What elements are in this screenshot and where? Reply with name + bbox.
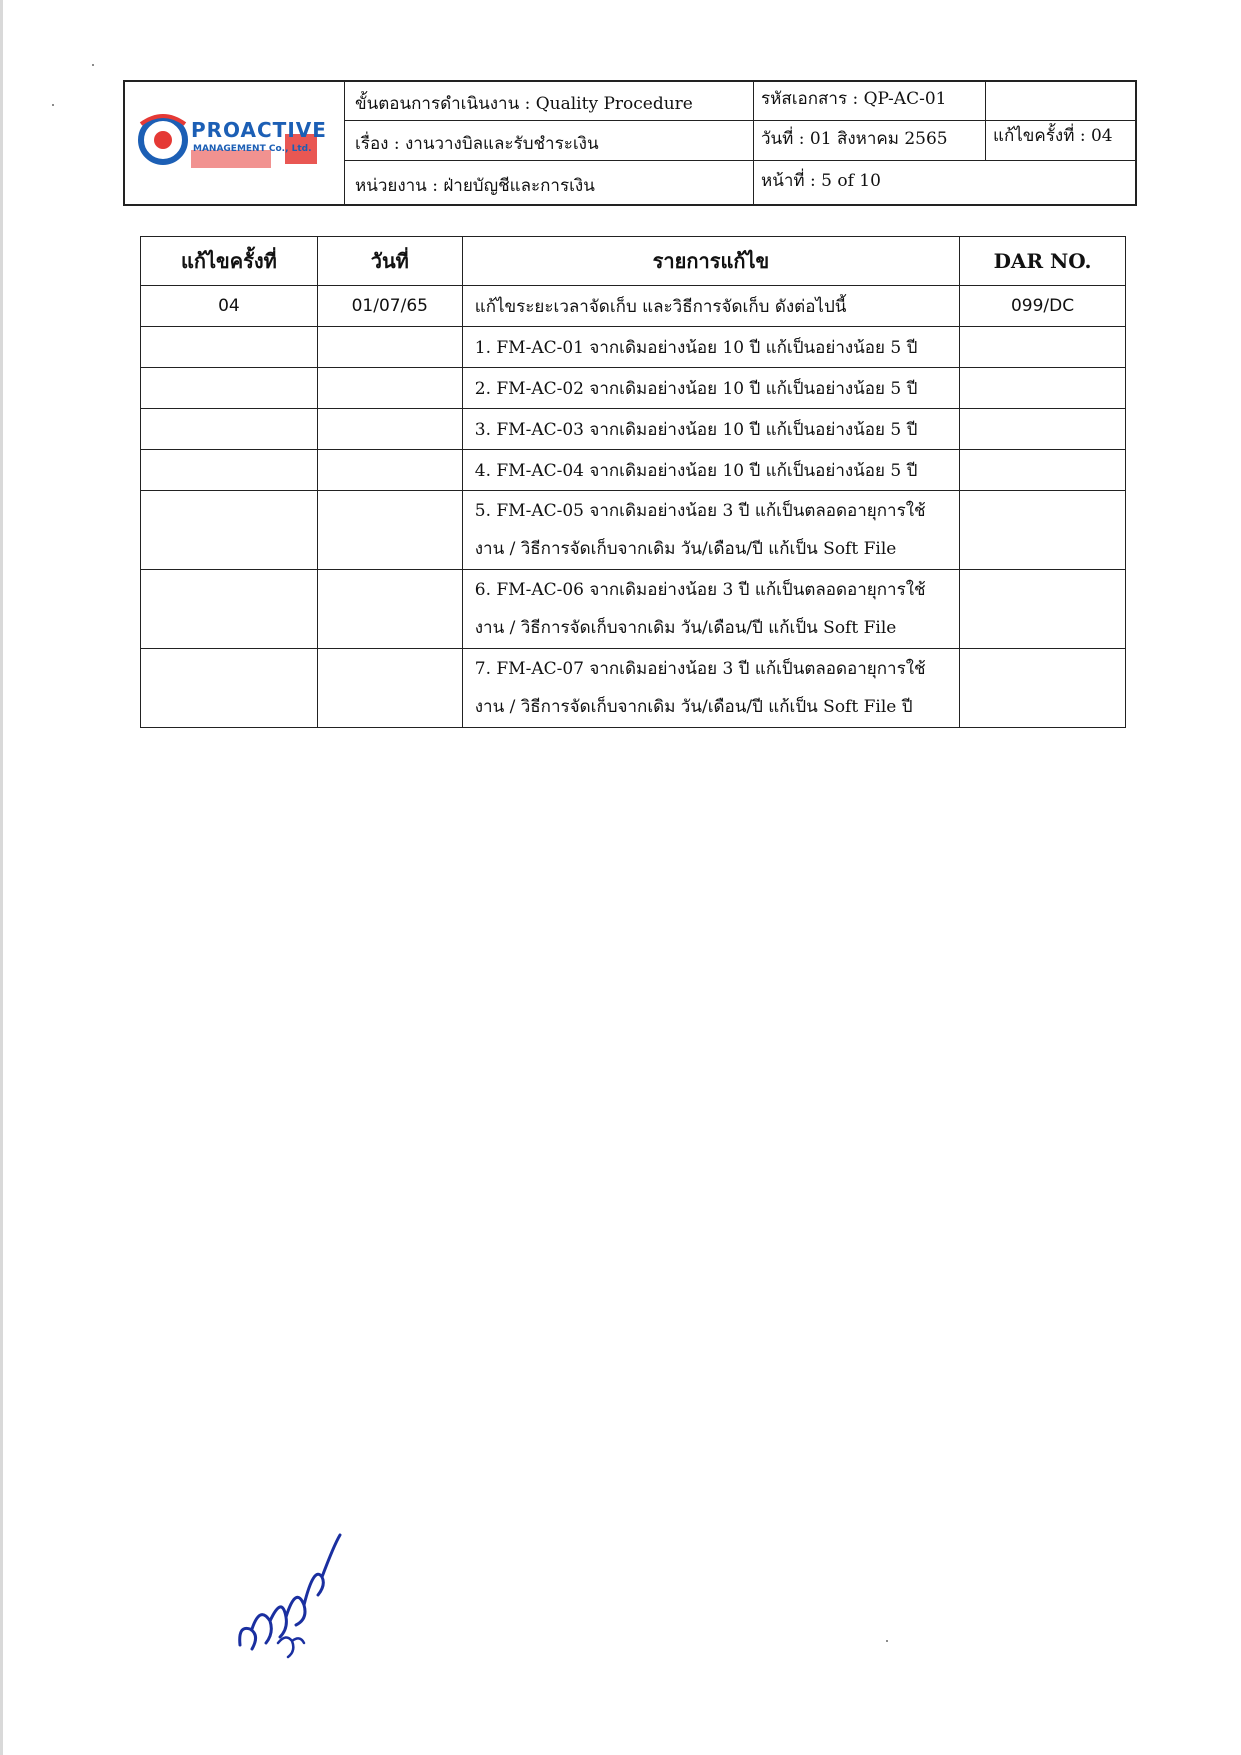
document-header [123,80,1137,206]
cell-date [317,450,462,491]
cell-dar-no [960,409,1126,450]
cell-dar-no [960,327,1126,368]
cell-dar-no: 099/DC [960,286,1126,327]
cell-description: 4. FM-AC-04 จากเดิมอย่างน้อย 10 ปี แก้เป็นอย่างน้อย 5 ปี [462,450,959,491]
column-header-description: รายการแก้ไข [462,237,959,286]
logo-subtext: MANAGEMENT Co., Ltd. [193,144,312,154]
table-row [141,491,1126,570]
table-row [141,286,1126,327]
revision-table [140,236,1126,728]
cell-date [317,327,462,368]
cell-revision [141,570,318,649]
subject: เรื่อง : งานวางบิลและรับชำระเงิน [355,134,599,154]
cell-revision [141,491,318,570]
cell-description: 1. FM-AC-01 จากเดิมอย่างน้อย 10 ปี แก้เป็นอย่างน้อย 5 ปี [462,327,959,368]
description-line-2: งาน / วิธีการจัดเก็บจากเดิม วัน/เดือน/ปี แก้เป็น Soft File [474,539,897,559]
cell-dar-no [960,491,1126,570]
procedure-title: ขั้นตอนการดำเนินงาน : Quality Procedure [355,94,693,114]
page-edge [0,0,3,1755]
cell-dar-no [960,649,1126,728]
divider [344,120,1135,121]
cell-date [317,570,462,649]
cell-date [317,649,462,728]
description-line-1: 6. FM-AC-06 จากเดิมอย่างน้อย 3 ปี แก้เป็นตลอดอายุการใช้ [474,580,926,600]
column-header-revision: แก้ไขครั้งที่ [141,237,318,286]
cell-description: 3. FM-AC-03 จากเดิมอย่างน้อย 10 ปี แก้เป็นอย่างน้อย 5 ปี [462,409,959,450]
document-code: รหัสเอกสาร : QP-AC-01 [761,89,947,109]
cell-revision [141,450,318,491]
divider [985,82,986,160]
table-header-row [141,237,1126,286]
cell-date [317,409,462,450]
table-row [141,649,1126,728]
cell-description: 2. FM-AC-02 จากเดิมอย่างน้อย 10 ปี แก้เป็นอย่างน้อย 5 ปี [462,368,959,409]
cell-revision [141,368,318,409]
cell-date: 01/07/65 [317,286,462,327]
cell-revision [141,649,318,728]
page-number: หน้าที่ : 5 of 10 [761,171,881,191]
cell-revision [141,409,318,450]
description-line-1: 5. FM-AC-05 จากเดิมอย่างน้อย 3 ปี แก้เป็นตลอดอายุการใช้ [474,501,926,521]
cell-description: แก้ไขระยะเวลาจัดเก็บ และวิธีการจัดเก็บ ดังต่อไปนี้ [462,286,959,327]
table-row [141,450,1126,491]
table-row [141,570,1126,649]
description-line-2: งาน / วิธีการจัดเก็บจากเดิม วัน/เดือน/ปี แก้เป็น Soft File [474,618,897,638]
description-line-2: งาน / วิธีการจัดเก็บจากเดิม วัน/เดือน/ปี แก้เป็น Soft File ปี [474,697,913,717]
cell-revision: 04 [141,286,318,327]
scan-speck [92,64,94,66]
cell-description [462,491,959,570]
company-logo [135,104,325,178]
table-row [141,409,1126,450]
divider [344,160,1135,161]
document-date: วันที่ : 01 สิงหาคม 2565 [761,129,948,149]
scan-speck [886,1640,888,1642]
signature [230,1525,360,1665]
column-header-date: วันที่ [317,237,462,286]
table-row [141,327,1126,368]
column-header-dar-no: DAR NO. [960,237,1126,286]
logo-text: PROACTIVE [191,118,327,142]
cell-description [462,570,959,649]
divider [344,82,345,204]
divider [753,82,754,204]
cell-dar-no [960,570,1126,649]
scan-speck [52,104,54,106]
description-line-1: 7. FM-AC-07 จากเดิมอย่างน้อย 3 ปี แก้เป็นตลอดอายุการใช้ [474,659,926,679]
cell-date [317,368,462,409]
table-row [141,368,1126,409]
cell-description [462,649,959,728]
cell-dar-no [960,368,1126,409]
cell-dar-no [960,450,1126,491]
cell-revision [141,327,318,368]
cell-date [317,491,462,570]
revision-number: แก้ไขครั้งที่ : 04 [993,126,1113,146]
department: หน่วยงาน : ฝ่ายบัญชีและการเงิน [355,176,595,196]
